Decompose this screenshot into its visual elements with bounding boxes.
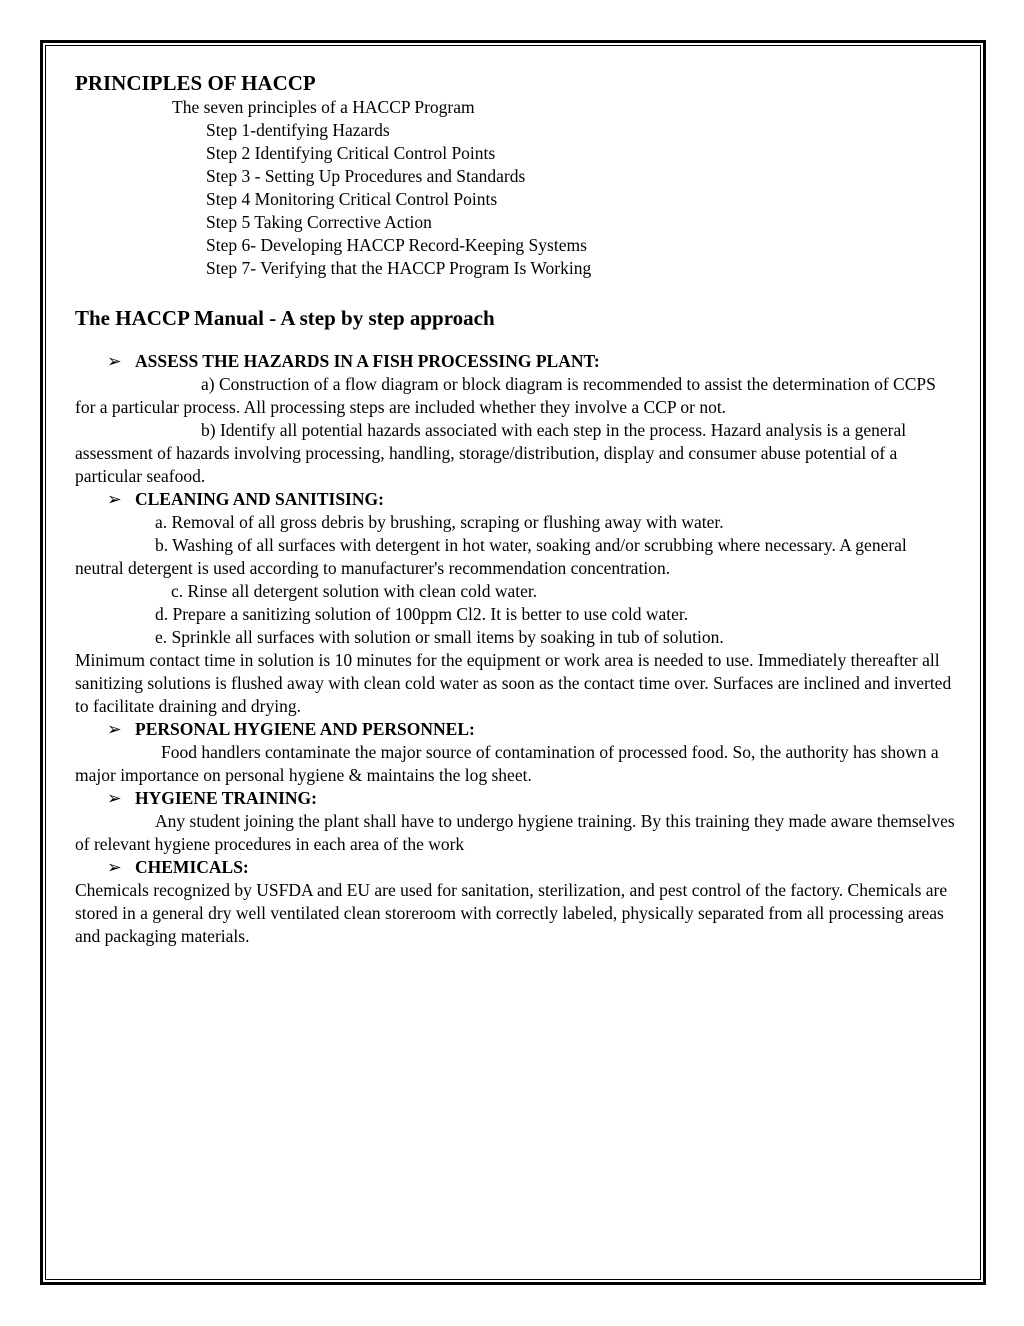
- cleaning-item-b: b. Washing of all surfaces with detergent in hot water, soaking and/or scrubbing where necessary. A general neutral detergent is used according to manufacturer's recommendation concentration.: [75, 535, 907, 578]
- step-item: Step 1-dentifying Hazards: [206, 120, 390, 140]
- cleaning-item-d: d. Prepare a sanitizing solution of 100ppm Cl2. It is better to use cold water.: [155, 604, 689, 624]
- step-item: Step 5 Taking Corrective Action: [206, 212, 432, 232]
- principles-heading: PRINCIPLES OF HACCP: [75, 71, 316, 95]
- arrow-bullet-icon: ➢: [107, 857, 122, 877]
- section-title-text: CHEMICALS:: [135, 857, 249, 877]
- section-title-text: HYGIENE TRAINING:: [135, 788, 317, 808]
- manual-title: The HACCP Manual - A step by step approach: [75, 306, 495, 330]
- arrow-bullet-icon: ➢: [107, 719, 122, 739]
- section-personal-title: [75, 718, 955, 741]
- step-item: Step 7- Verifying that the HACCP Program Is Working: [206, 258, 592, 278]
- section-training-title: [75, 787, 955, 810]
- document-body: [75, 70, 955, 948]
- step-item: Step 3 - Setting Up Procedures and Standards: [206, 166, 526, 186]
- cleaning-item-c: c. Rinse all detergent solution with clean cold water.: [171, 581, 538, 601]
- arrow-bullet-icon: ➢: [107, 788, 122, 808]
- chemicals-text: Chemicals recognized by USFDA and EU are used for sanitation, sterilization, and pest control of the factory. Chemicals are stored in a general dry well ventilated clean storeroom with correctly labeled, physically separated from all processing areas and packaging materials.: [75, 880, 948, 946]
- principles-subheading: The seven principles of a HACCP Program: [172, 97, 475, 117]
- cleaning-item-a: a. Removal of all gross debris by brushing, scraping or flushing away with water.: [155, 512, 724, 532]
- training-text: Any student joining the plant shall have to undergo hygiene training. By this training they made aware themselves of relevant hygiene procedures in each area of the work: [75, 811, 955, 854]
- arrow-bullet-icon: ➢: [107, 351, 122, 371]
- arrow-bullet-icon: ➢: [107, 489, 122, 509]
- section-title-text: CLEANING AND SANITISING:: [135, 489, 384, 509]
- section-assess-title: [75, 350, 955, 373]
- section-cleaning-title: [75, 488, 955, 511]
- cleaning-item-e: e. Sprinkle all surfaces with solution or small items by soaking in tub of solution.: [155, 627, 724, 647]
- assess-para-a: a) Construction of a flow diagram or block diagram is recommended to assist the determination of CCPS for a particular process. All processing steps are included whether they involve a CCP or not.: [75, 374, 936, 417]
- step-item: Step 6- Developing HACCP Record-Keeping Systems: [206, 235, 587, 255]
- personal-text: Food handlers contaminate the major source of contamination of processed food. So, the authority has shown a major importance on personal hygiene & maintains the log sheet.: [75, 742, 939, 785]
- section-chemicals-title: [75, 856, 955, 879]
- cleaning-after-text: Minimum contact time in solution is 10 minutes for the equipment or work area is needed to use. Immediately thereafter all sanitizing solutions is flushed away with clean cold water as soon as the contact time over. Surfaces are inclined and inverted to facilitate draining and drying.: [75, 650, 952, 716]
- assess-para-b: b) Identify all potential hazards associated with each step in the process. Hazard analysis is a general assessment of hazards involving processing, handling, storage/distribution, display and consumer abuse potential of a particular seafood.: [75, 420, 907, 486]
- step-item: Step 2 Identifying Critical Control Points: [206, 143, 496, 163]
- step-item: Step 4 Monitoring Critical Control Points: [206, 189, 498, 209]
- section-title-text: PERSONAL HYGIENE AND PERSONNEL:: [135, 719, 475, 739]
- section-title-text: ASSESS THE HAZARDS IN A FISH PROCESSING PLANT:: [135, 351, 600, 371]
